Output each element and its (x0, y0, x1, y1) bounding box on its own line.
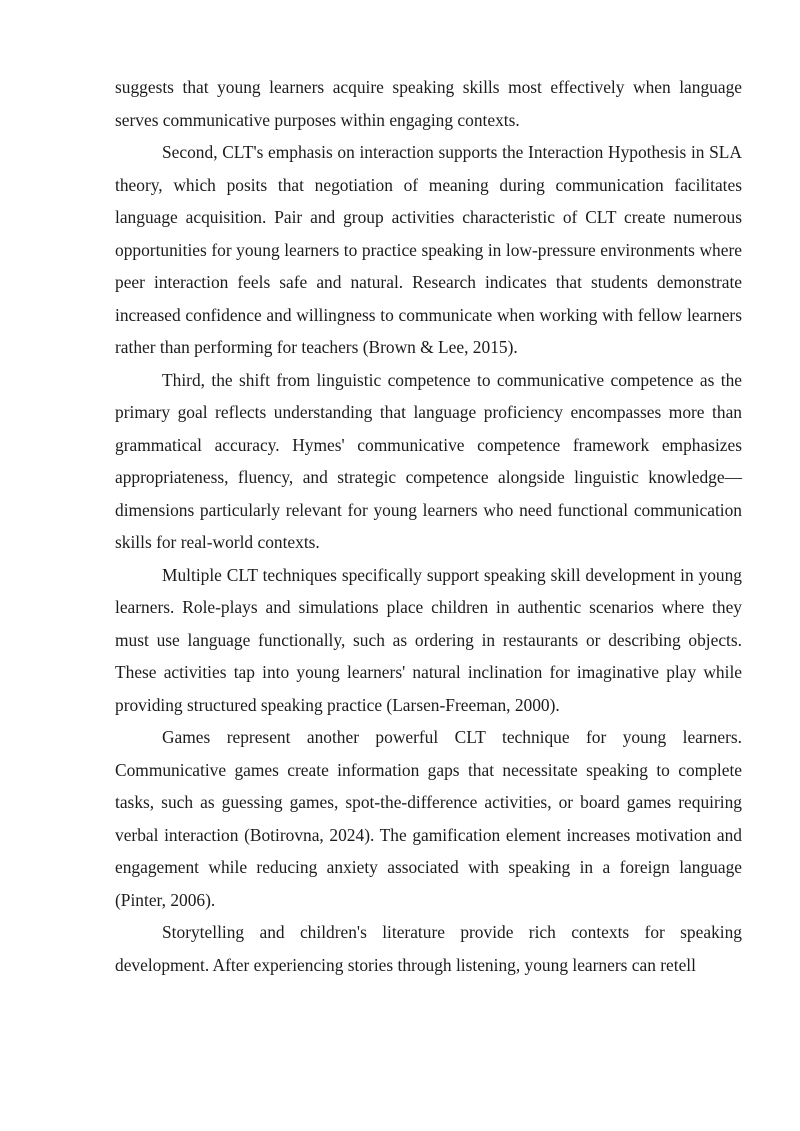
paragraph-continuation: suggests that young learners acquire speaking skills most effectively when language serves communicative purposes within engaging contexts. (115, 77, 742, 130)
paragraph-interaction-hypothesis: Second, CLT's emphasis on interaction supports the Interaction Hypothesis in SLA theory, which posits that negotiation of meaning during communication facilitates language acquisition. Pair and group activities characteristic of CLT create numerous opportunities for young learners to practice speaking in low-pressure environments where peer interaction feels safe and natural. Research indicates that students demonstrate increased confidence and willingness to communicate when working with fellow learners rather than performing for teachers (Brown & Lee, 2015). (115, 142, 742, 357)
paragraph-storytelling: Storytelling and children's literature provide rich contexts for speaking development. After experiencing stories through listening, young learners can retell (115, 922, 742, 975)
document-page (115, 71, 742, 981)
paragraph-communicative-competence: Third, the shift from linguistic competence to communicative competence as the primary goal reflects understanding that language proficiency encompasses more than grammatical accuracy. Hymes' communicative competence framework emphasizes appropriateness, fluency, and strategic competence alongside linguistic knowledge—dimensions particularly relevant for young learners who need functional communication skills for real-world contexts. (115, 369, 742, 552)
paragraph-role-plays: Multiple CLT techniques specifically support speaking skill development in young learners. Role-plays and simulations place children in authentic scenarios where they must use language functionally, such as ordering in restaurants or describing objects. These activities tap into young learners' natural inclination for imaginative play while providing structured speaking practice (Larsen-Freeman, 2000). (115, 564, 742, 715)
paragraph-games: Games represent another powerful CLT technique for young learners. Communicative games create information gaps that necessitate speaking to complete tasks, such as guessing games, spot-the-difference activities, or board games requiring verbal interaction (Botirovna, 2024). The gamification element increases motivation and engagement while reducing anxiety associated with speaking in a foreign language (Pinter, 2006). (115, 727, 742, 910)
